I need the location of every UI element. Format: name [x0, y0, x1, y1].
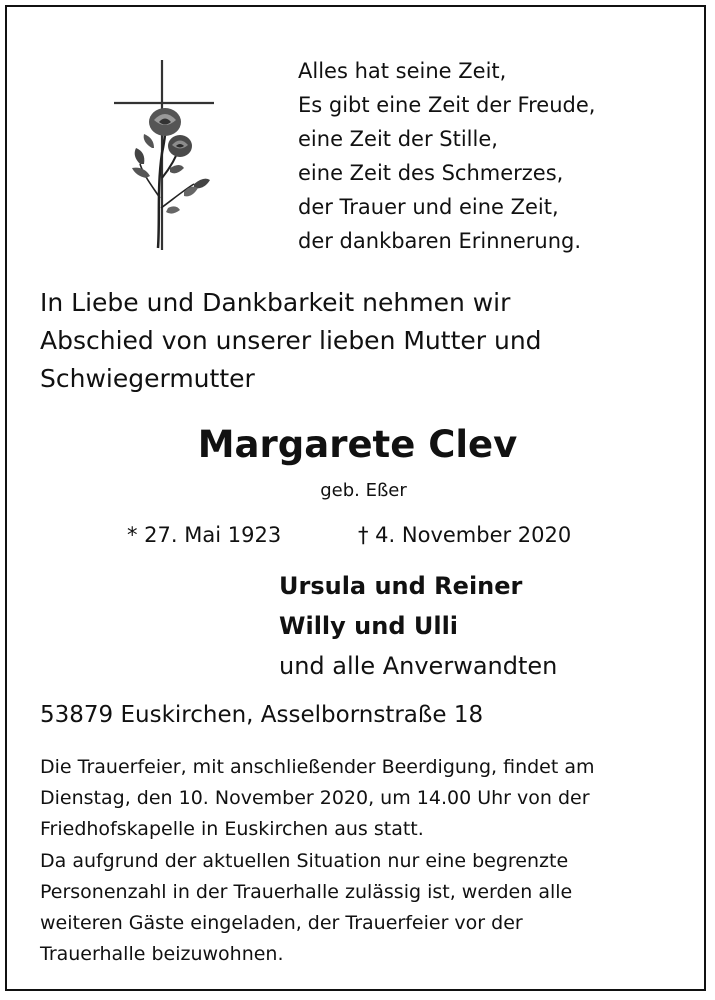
- address: 53879 Euskirchen, Asselbornstraße 18: [40, 702, 484, 728]
- mourner-line: Willy und Ulli: [279, 612, 459, 640]
- poem-line: eine Zeit der Stille,: [298, 127, 498, 151]
- funeral-notice: [40, 752, 690, 970]
- funeral-line: Dienstag, den 10. November 2020, um 14.00 Uhr von der: [40, 787, 590, 810]
- funeral-line: Friedhofskapelle in Euskirchen aus statt.: [40, 818, 424, 841]
- poem-line: der Trauer und eine Zeit,: [298, 195, 559, 219]
- death-date: † 4. November 2020: [358, 523, 572, 547]
- birth-date: * 27. Mai 1923: [127, 523, 282, 547]
- deceased-name: Margarete Clev: [197, 423, 518, 466]
- intro-line: Schwiegermutter: [40, 364, 255, 393]
- funeral-line: Personenzahl in der Trauerhalle zulässig ist, werden alle: [40, 880, 573, 903]
- poem: [298, 54, 678, 258]
- mourner-line: Ursula und Reiner: [279, 572, 523, 600]
- intro-text: [40, 284, 680, 398]
- intro-line: Abschied von unserer lieben Mutter und: [40, 326, 542, 355]
- poem-line: Es gibt eine Zeit der Freude,: [298, 93, 596, 117]
- funeral-line: Da aufgrund der aktuellen Situation nur eine begrenzte: [40, 849, 569, 872]
- funeral-line: Die Trauerfeier, mit anschließender Beerdigung, findet am: [40, 756, 595, 778]
- poem-line: der dankbaren Erinnerung.: [298, 229, 582, 253]
- funeral-line: Trauerhalle beizuwohnen.: [40, 943, 284, 966]
- cross-with-rose-icon: [110, 58, 220, 253]
- funeral-line: weiteren Gäste eingeladen, der Trauerfeier vor der: [40, 912, 523, 935]
- intro-line: In Liebe und Dankbarkeit nehmen wir: [40, 288, 511, 317]
- mourners: [279, 566, 699, 686]
- poem-line: eine Zeit des Schmerzes,: [298, 161, 564, 185]
- maiden-name: geb. Eßer: [320, 480, 407, 501]
- poem-line: Alles hat seine Zeit,: [298, 59, 507, 83]
- mourner-line: und alle Anverwandten: [279, 652, 558, 680]
